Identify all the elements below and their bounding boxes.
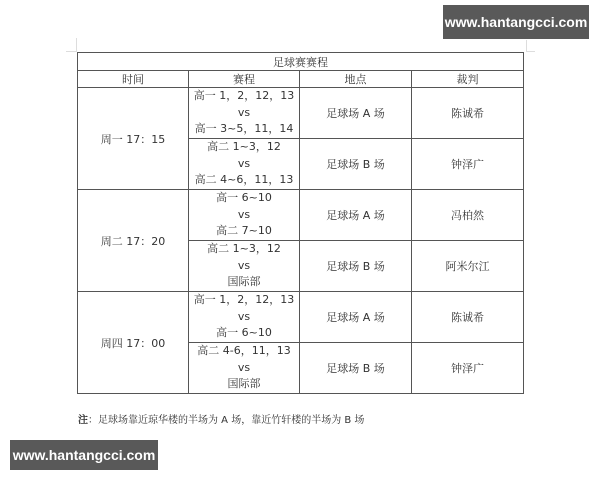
table-title: 足球赛赛程	[78, 53, 524, 71]
match-cell	[189, 190, 300, 241]
referee-cell: 陈诚希	[412, 88, 524, 139]
crop-mark	[526, 51, 535, 52]
match-cell	[189, 88, 300, 139]
referee-cell: 冯柏然	[412, 190, 524, 241]
team2: 高一 3~5，11，14	[194, 122, 294, 136]
location-cell: 足球场 B 场	[300, 139, 412, 190]
location-cell: 足球场 B 场	[300, 241, 412, 292]
referee-cell: 阿米尔江	[412, 241, 524, 292]
vs-label: vs	[237, 258, 251, 272]
header-location: 地点	[300, 71, 412, 88]
header-referee: 裁判	[412, 71, 524, 88]
team2: 国际部	[227, 275, 261, 289]
header-time: 时间	[78, 71, 189, 88]
crop-mark	[76, 38, 77, 51]
team1: 高一 1，2，12，13	[193, 89, 295, 103]
match-cell	[189, 292, 300, 343]
crop-mark	[526, 40, 527, 51]
time-cell: 周一 17：15	[78, 88, 189, 190]
watermark-top: www.hantangcci.com	[443, 5, 589, 39]
time-cell: 周二 17：20	[78, 190, 189, 292]
header-schedule: 赛程	[189, 71, 300, 88]
table-row	[78, 88, 524, 139]
match-cell	[189, 139, 300, 190]
crop-mark	[66, 51, 77, 52]
footnote-label: 注	[78, 415, 88, 426]
location-cell: 足球场 A 场	[300, 292, 412, 343]
team2: 高二 4~6，11，13	[194, 173, 294, 187]
team2: 国际部	[227, 377, 261, 391]
vs-label: vs	[237, 207, 251, 221]
footnote-text: ：足球场靠近琼华楼的半场为 A 场，靠近竹轩楼的半场为 B 场	[88, 415, 365, 426]
footnote	[78, 411, 364, 426]
vs-label: vs	[237, 309, 251, 323]
vs-label: vs	[237, 156, 251, 170]
location-cell: 足球场 B 场	[300, 343, 412, 394]
table-row	[78, 190, 524, 241]
team1: 高二 1~3，12	[207, 140, 281, 154]
team1: 高一 6~10	[216, 191, 272, 205]
referee-cell: 陈诚希	[412, 292, 524, 343]
match-cell	[189, 241, 300, 292]
team1: 高二 1~3，12	[207, 242, 281, 256]
table-header-row	[78, 71, 524, 88]
schedule-table	[77, 52, 524, 394]
time-cell: 周四 17：00	[78, 292, 189, 394]
team2: 高二 7~10	[216, 224, 272, 238]
vs-label: vs	[237, 360, 251, 374]
watermark-bottom: www.hantangcci.com	[10, 440, 158, 470]
team1: 高一 1，2，12，13	[193, 293, 295, 307]
location-cell: 足球场 A 场	[300, 88, 412, 139]
referee-cell: 钟泽广	[412, 139, 524, 190]
match-cell	[189, 343, 300, 394]
location-cell: 足球场 A 场	[300, 190, 412, 241]
table-title-row	[78, 53, 524, 71]
referee-cell: 钟泽广	[412, 343, 524, 394]
team2: 高一 6~10	[216, 326, 272, 340]
team1: 高二 4-6，11，13	[197, 344, 291, 358]
vs-label: vs	[237, 105, 251, 119]
table-row	[78, 292, 524, 343]
